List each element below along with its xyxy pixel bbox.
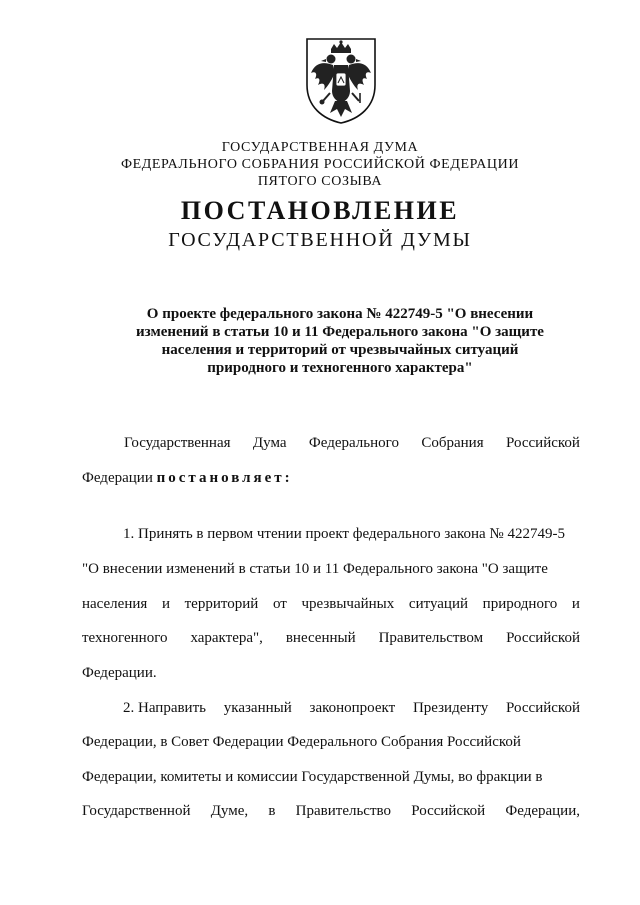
subject-line-2: изменений в статьи 10 и 11 Федерального закона "О защите — [136, 324, 544, 340]
item1-word: территорий — [184, 596, 259, 612]
item1-word: природного — [482, 596, 558, 612]
subject-line-3: населения и территорий от чрезвычайных ситуаций — [161, 342, 519, 358]
preamble-federation: Федерации — [82, 470, 157, 486]
item2-word: Российской — [506, 700, 580, 716]
preamble-word: Государственная — [124, 435, 231, 451]
item1-word: техногенного — [82, 630, 168, 646]
item1-word: внесенный — [285, 630, 356, 646]
item1-line-1: 1. Принять в первом чтении проект федерального закона № 422749-5 — [123, 526, 565, 542]
item1-line-4 — [82, 630, 580, 647]
item2-line-2: Федерации, в Совет Федерации Федерального Собрания Российской — [82, 734, 521, 750]
item1-word: от — [272, 596, 287, 612]
item1-line-2: "О внесении изменений в статьи 10 и 11 Федерального закона "О защите — [82, 561, 548, 577]
item2-word: в — [268, 803, 276, 819]
item2-word: Российской — [411, 803, 486, 819]
item2-line-4 — [82, 803, 580, 820]
item1-word: Российской — [506, 630, 580, 646]
convocation-line: ПЯТОГО СОЗЫВА — [257, 174, 383, 189]
item1-word: характера", — [190, 630, 263, 646]
item1-word: чрезвычайных — [301, 596, 395, 612]
preamble-line-2 — [82, 470, 293, 487]
item2-word: указанный — [223, 700, 292, 716]
item2-line-1 — [123, 700, 580, 717]
subject-line-4: природного и техногенного характера" — [207, 360, 473, 376]
item2-word: Правительство — [295, 803, 392, 819]
preamble-word: Федерального — [308, 435, 399, 451]
item2-word: Президенту — [412, 700, 489, 716]
item2-line-3: Федерации, комитеты и комиссии Государственной Думы, во фракции в — [82, 769, 543, 785]
item1-word: и — [161, 596, 170, 612]
org-name-line1: ГОСУДАРСТВЕННАЯ ДУМА — [221, 140, 419, 155]
item1-line-5: Федерации. — [82, 665, 157, 681]
item2-word: 2. Направить — [123, 700, 206, 716]
preamble-word: Дума — [252, 435, 287, 451]
item2-word: Государственной — [82, 803, 191, 819]
item1-line-3 — [82, 596, 580, 613]
item1-word: и — [571, 596, 580, 612]
document-subtitle: ГОСУДАРСТВЕННОЙ ДУМЫ — [168, 229, 472, 251]
document-title: ПОСТАНОВЛЕНИЕ — [180, 196, 460, 225]
preamble-word: Собрания — [421, 435, 484, 451]
org-name-line2: ФЕДЕРАЛЬНОГО СОБРАНИЯ РОССИЙСКОЙ ФЕДЕРАЦИИ — [120, 157, 520, 172]
item1-word: ситуаций — [408, 596, 469, 612]
resolves-word: постановляет: — [156, 470, 293, 486]
item2-word: Федерации, — [505, 803, 580, 819]
subject-line-1: О проекте федерального закона № 422749-5 "О внесении — [146, 306, 534, 322]
item1-word: Правительством — [378, 630, 484, 646]
preamble-word: Российской — [506, 435, 580, 451]
preamble-line-1 — [124, 435, 580, 452]
item2-word: Думе, — [210, 803, 249, 819]
item2-word: законопроект — [309, 700, 396, 716]
state-emblem-icon — [301, 35, 381, 125]
item1-word: населения — [82, 596, 148, 612]
